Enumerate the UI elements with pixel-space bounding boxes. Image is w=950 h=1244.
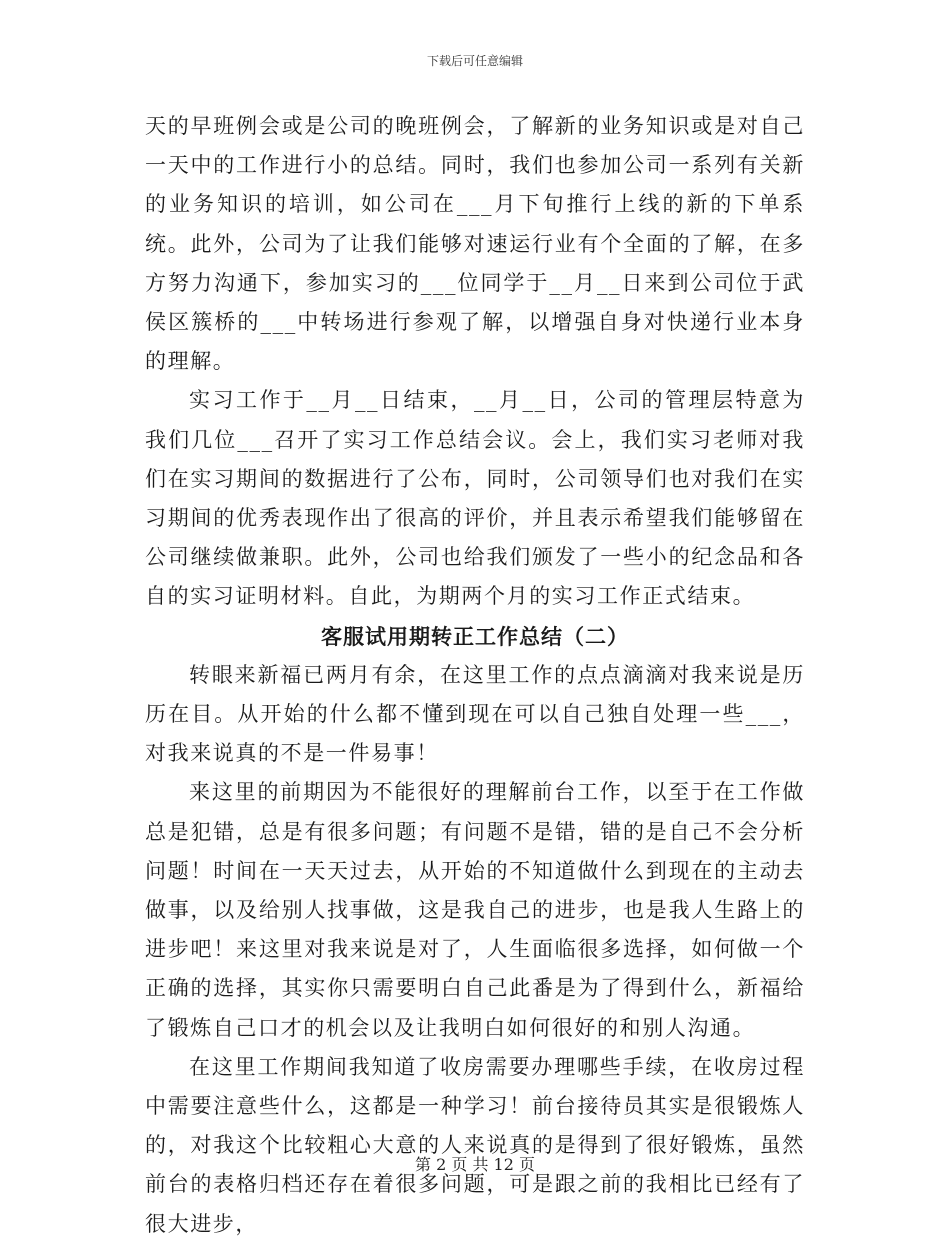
paragraph-early-period: 来这里的前期因为不能很好的理解前台工作，以至于在工作做总是犯错，总是有很多问题；有问题不是错，错的是自己不会分析问题！时间在一天天过去，从开始的不知道做什么到现在的主动去做事，以及给别人找事做，这是我自己的进步，也是我人生路上的进步吧！来这里对我来说是对了，人生面临很多选择，如何做一个正确的选择，其实你只需要明白自己此番是为了得到什么，新福给了锻炼自己口才的机会以及让我明白如何很好的和别人沟通。 bbox=[145, 780, 805, 1040]
paragraph-internship-end: 实习工作于__月__日结束，__月__日，公司的管理层特意为我们几位___召开了实习工作总结会议。会上，我们实习老师对我们在实习期间的数据进行了公布，同时，公司领导们也对我们在实习期间的优秀表现作出了很高的评价，并且表示希望我们能够留在公司继续做兼职。此外，公司也给我们颁发了一些小的纪念品和各自的实习证明材料。自此，为期两个月的实习工作正式结束。 bbox=[145, 388, 805, 609]
page-header bbox=[0, 54, 950, 68]
document-body bbox=[145, 107, 805, 1244]
page-number: 第 2 页 共 12 页 bbox=[415, 1155, 535, 1174]
header-note: 下载后可任意编辑 bbox=[426, 54, 523, 68]
paragraph-intro: 转眼来新福已两月有余，在这里工作的点点滴滴对我来说是历历在目。从开始的什么都不懂到现在可以自己独自处理一些___，对我来说真的不是一件易事！ bbox=[145, 662, 805, 766]
paragraph-continued: 天的早班例会或是公司的晚班例会，了解新的业务知识或是对自己一天中的工作进行小的总结。同时，我们也参加公司一系列有关新的业务知识的培训，如公司在___月下旬推行上线的新的下单系统。此外，公司为了让我们能够对速运行业有个全面的了解，在多方努力沟通下，参加实习的___位同学于__月__日来到公司位于武侯区簇桥的___中转场进行参观了解，以增强自身对快递行业本身的理解。 bbox=[145, 114, 805, 374]
section-heading: 客服试用期转正工作总结（二） bbox=[321, 623, 629, 649]
paragraph-learning: 在这里工作期间我知道了收房需要办理哪些手续，在收房过程中需要注意些什么，这都是一种学习！前台接待员其实是很锻炼人的，对我这个比较粗心大意的人来说真的是得到了很好锻炼，虽然前台的表格归档还存在着很多问题，可是跟之前的我相比已经有了很大进步， bbox=[145, 1054, 805, 1236]
page-footer bbox=[0, 1156, 950, 1174]
